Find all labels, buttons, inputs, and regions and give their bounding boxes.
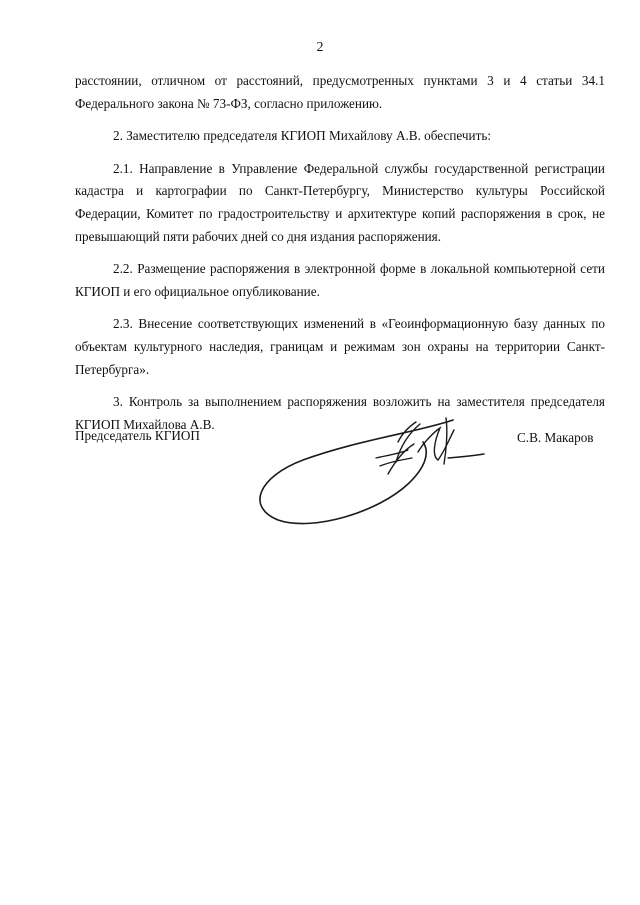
paragraph-continuation: расстоянии, отличном от расстояний, предусмотренных пунктами 3 и 4 статьи 34.1 Федерального закона № 73-ФЗ, согласно приложению. [75, 73, 605, 111]
paragraph-item-3: 3. Контроль за выполнением распоряжения возложить на заместителя председателя КГИОП Михайлова А.В. [75, 394, 605, 432]
signatory-name: С.В. Макаров [517, 430, 594, 445]
paragraph-item-2-3: 2.3. Внесение соответствующих изменений в «Геоинформационную базу данных по объектам культурного наследия, границам и режимам зон охраны на территории Санкт-Петербурга». [75, 316, 605, 377]
page-number: 2 [316, 40, 324, 55]
paragraph-item-2-1: 2.1. Направление в Управление Федеральной службы государственной регистрации кадастра и картографии по Санкт-Петербургу, Министерство культуры Российской Федерации, Комитет по градостроительству и архитектуре копий распоряжения в срок, не превышающий пяти рабочих дней со дня издания распоряжения. [75, 160, 605, 244]
paragraph-item-2: 2. Заместителю председателя КГИОП Михайлову А.В. обеспечить: [113, 128, 492, 144]
paragraph-item-2-2: 2.2. Размещение распоряжения в электронной форме в локальной компьютерной сети КГИОП и его официальное опубликование. [75, 261, 605, 299]
signatory-title: Председатель КГИОП [75, 428, 200, 443]
handwritten-signature [248, 412, 488, 532]
document-body [75, 70, 605, 446]
